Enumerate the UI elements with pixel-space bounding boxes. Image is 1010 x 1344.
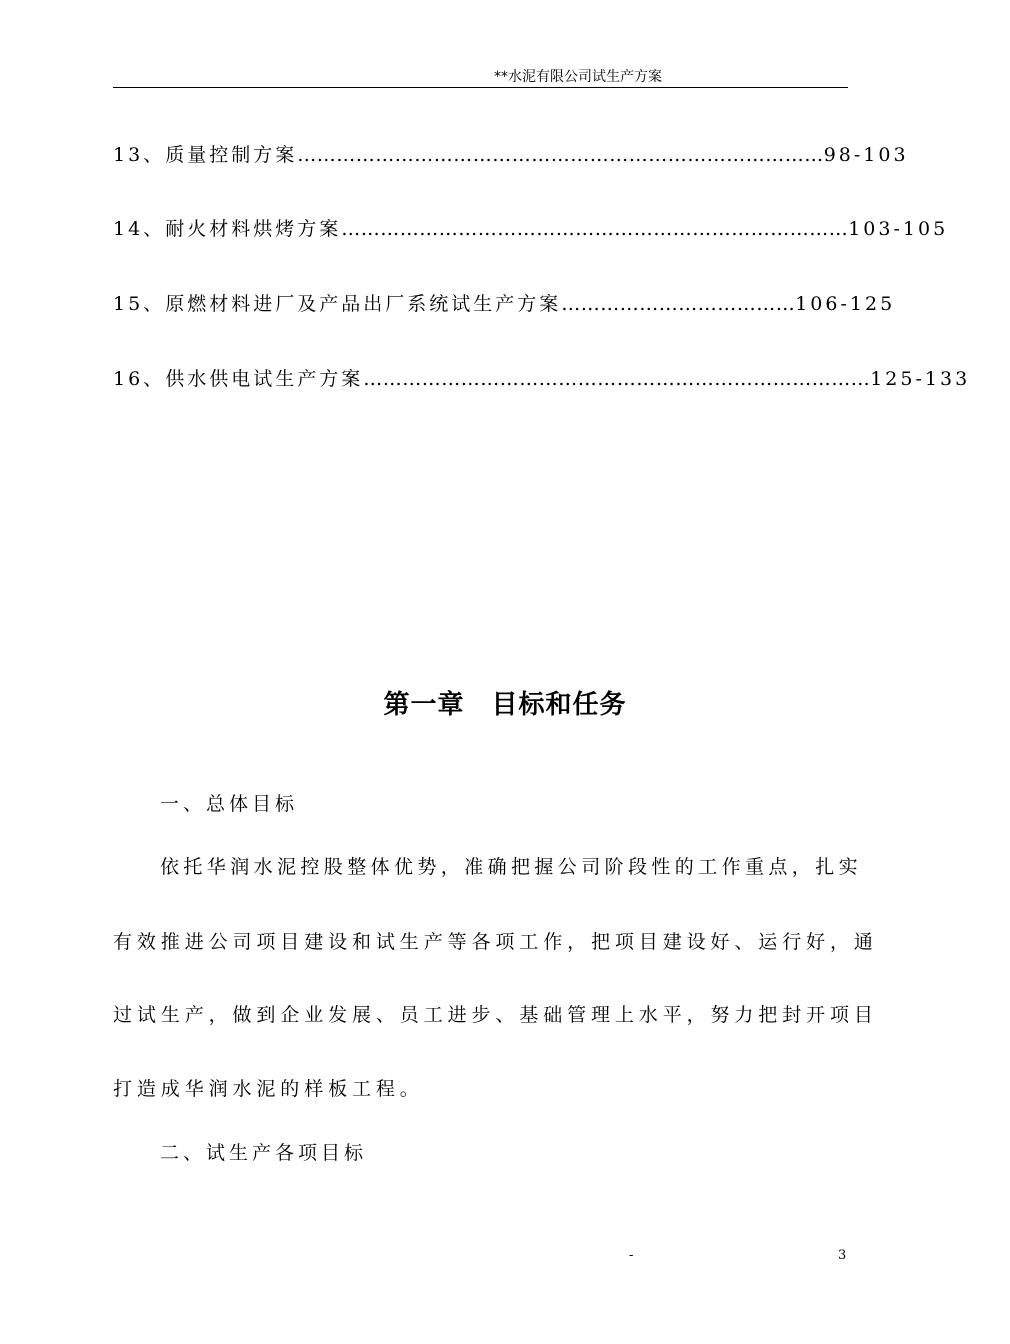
toc-entry-title: 质量控制方案 — [165, 144, 298, 166]
toc-entry[interactable] — [113, 364, 971, 391]
toc-entry[interactable] — [113, 289, 896, 316]
running-header: **水泥有限公司试生产方案 — [494, 69, 662, 85]
chapter-title: 第一章 目标和任务 — [383, 690, 627, 720]
toc-entry-title: 耐火材料烘烤方案 — [165, 218, 342, 240]
header-divider — [113, 87, 848, 88]
toc-leader-dots: …………………………………………………………………… — [363, 368, 871, 390]
toc-entry-number: 16、 — [113, 368, 166, 390]
paragraph-line: 依托华润水泥控股整体优势，准确把握公司阶段性的工作重点，扎实 — [160, 856, 863, 878]
toc-entry[interactable] — [113, 140, 909, 167]
section-heading: 一、总体目标 — [160, 793, 299, 815]
toc-leader-dots: …………………………………………………………………… — [341, 218, 849, 240]
paragraph-line: 打造成华润水泥的样板工程。 — [113, 1078, 424, 1100]
toc-entry-number: 15、 — [113, 293, 166, 315]
paragraph-line: 过试生产，做到企业发展、员工进步、基础管理上水平，努力把封开项目 — [113, 1004, 878, 1026]
page-number: 3 — [838, 1248, 847, 1263]
toc-entry-title: 供水供电试生产方案 — [165, 368, 364, 390]
section-heading: 二、试生产各项目标 — [160, 1142, 368, 1164]
toc-entry-pages: 125-133 — [870, 368, 971, 390]
toc-entry-pages: 106-125 — [795, 293, 896, 315]
footer-dash: - — [629, 1248, 634, 1263]
toc-leader-dots: ……………………………… — [561, 293, 796, 315]
toc-entry-title: 原燃材料进厂及产品出厂系统试生产方案 — [165, 293, 562, 315]
toc-entry[interactable] — [113, 214, 949, 241]
paragraph-line: 有效推进公司项目建设和试生产等各项工作，把项目建设好、运行好，通 — [113, 931, 878, 953]
toc-entry-number: 13、 — [113, 144, 166, 166]
toc-entry-pages: 103-105 — [848, 218, 949, 240]
toc-entry-number: 14、 — [113, 218, 166, 240]
toc-entry-pages: 98-103 — [823, 144, 909, 166]
toc-leader-dots: ……………………………………………………………………… — [297, 144, 824, 166]
